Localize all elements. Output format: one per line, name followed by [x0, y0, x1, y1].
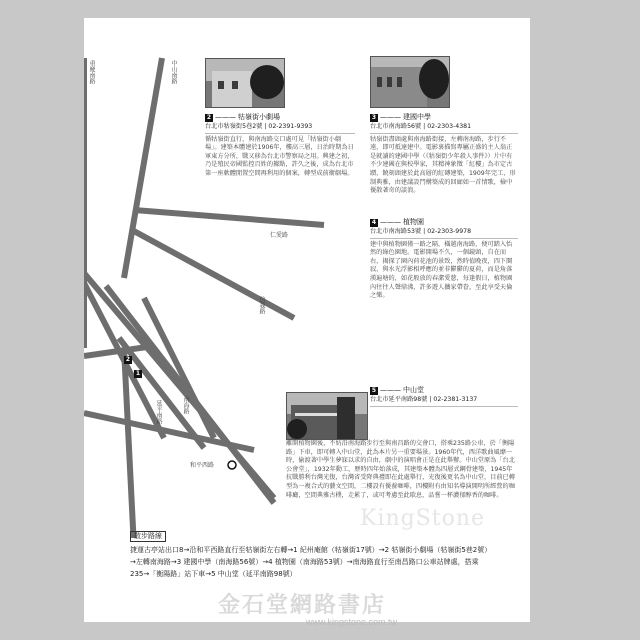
- watermark-brand-en: KingStone: [360, 506, 486, 531]
- road-label-heping: 和平西路: [190, 462, 215, 469]
- photo-guling-theater: [205, 58, 285, 108]
- entry-address: 台北市牯嶺街5巷2號 | 02-2391-9393: [205, 123, 355, 134]
- entry-5-description: [286, 440, 518, 500]
- entry-number: 2: [206, 113, 212, 121]
- walking-route: [130, 530, 492, 580]
- entry-4: 4 ——— 植物園 台北市南海路53號 | 02-2303-9978 建中與植物園僅一路之隔，橫越南海路，便可踏入怡然的綠色園地。電影開場不久，一個鏡頭，自在而右，揭探了園內荷花池的景致，然時值晚夜，四下闃寂，與水光浮影相呼應的並非鬱鬱的夏荷，而是角落漢遍塘的，如花般放的春潔愛慈，每逢假日，植物園內往往人聲鼎沸，許多遊人攜家帶眷，至此享受天倫之樂。: [370, 218, 518, 301]
- entry-title: 牯嶺街小劇場: [238, 113, 280, 121]
- route-title: 散步路線: [130, 531, 166, 542]
- entry-3: 3 ——— 建國中學 台北市南海路56號 | 02-2303-4381 牯嶺街盡頭處與南海路街接，左轉南海路，步行不遠，即可抵達建中。電影裏描寫專屬正盛的主人翁正是就讀的建國中學（《牯嶺街少年殺人事件》）片中有不少建國在與校學家，其精神象徵「紅樓」為市定古蹟，饒刻頭建於此高層的紅磚建築，1909年完工，形制典雅，由建議設門構築成的回廊如一首情歌，檢中優散著奇的談浪。: [370, 113, 518, 196]
- route-line: →左轉南海路→3 建國中學（南海路56號）→4 植物園（南海路53號）→南海路直行至南昌路口公車站牌處，搭乘: [130, 558, 479, 566]
- map-marker-1: 1: [135, 370, 141, 377]
- entry-address: 台北市南海路53號 | 02-2303-9978: [370, 228, 518, 239]
- watermark-url: www.kingstone.com.tw: [306, 617, 398, 627]
- road-renai: [134, 210, 324, 225]
- map-marker-2: 2: [125, 356, 131, 363]
- entry-title: 中山堂: [403, 386, 424, 394]
- road-label-xinyi: 信義路: [258, 296, 265, 314]
- station-marker: [228, 461, 236, 469]
- watermark-brand-zh: 金石堂網路書店: [218, 592, 387, 618]
- photo-zhongshan-hall: [286, 392, 368, 440]
- photo-jianguo-high: [370, 56, 450, 108]
- entry-number: 3: [371, 113, 377, 121]
- entry-number: 5: [371, 386, 377, 394]
- entry-5: 5 ——— 中山堂 台北市延平南路98號 | 02-2381-3137: [370, 386, 518, 409]
- route-line: 捷運古亭站出口8→沿和平西路直行至牯嶺街左右轉→1 紀州庵館（牯嶺街17號）→2 牯嶺街小劇場（牯嶺街5巷2號）: [130, 546, 492, 554]
- entry-description: 建中與植物園僅一路之隔，橫越南海路，便可踏入怡然的綠色園地。電影開場不久，一個鏡頭，自在而右，揭探了園內荷花池的景致，然時值晚夜，四下闃寂，與水光浮影相呼應的並非鬱鬱的夏荷，而是角落漢遍塘的，如花般放的春潔愛慈，每逢假日，植物園內往往人聲鼎沸，許多遊人攜家帶眷，至此享受天倫之樂。: [370, 240, 513, 300]
- entry-title: 建國中學: [403, 113, 431, 121]
- route-line: 235→「衡陽路」站下車→5 中山堂（延平南路98號）: [130, 570, 297, 578]
- road-label-yanping: 延平南路: [155, 400, 162, 424]
- entry-description: 牯嶺街盡頭處與南海路街接，左轉南海路，步行不遠，即可抵達建中。電影裏描寫專屬正盛的主人翁正是就讀的建國中學（《牯嶺街少年殺人事件》）片中有不少建國在與校學家，其精神象徵「紅樓」為市定古蹟，饒刻頭建於此高層的紅磚建築，1909年完工，形制典雅，由建議設門構築成的回廊如一首情歌，檢中優散著奇的談浪。: [370, 135, 516, 195]
- road-label-chongqing: 重慶南路: [88, 60, 95, 84]
- page-top-margin: [84, 0, 530, 18]
- road-label-renai: 仁愛路: [270, 232, 289, 239]
- entry-description: 循牯嶺街直行，與南海路交口處可見「牯嶺街小劇場」。建築本體建於1906年，樓高三層，日治時期為日軍東方分所，戰又移為台北市警察局之用。興建之初，乃是殖民帝國監控百姓的據點，許久之後，成為台北市第一座軟體閒置空間再利用的個案，轉型成前衛劇場。: [205, 135, 354, 177]
- entry-address: 台北市南海路56號 | 02-2303-4381: [370, 123, 518, 134]
- road-heping: [84, 413, 254, 450]
- road-label-nanhai: 南海路: [182, 396, 189, 414]
- entry-2: 2 ——— 牯嶺街小劇場 台北市牯嶺街5巷2號 | 02-2391-9393 循牯嶺街直行，與南海路交口處可見「牯嶺街小劇場」。建築本體建於1906年，樓高三層，日治時期為日軍東方分所，戰又移為台北市警察局之用。興建之初，乃是殖民帝國監控百姓的據點，許久之後，成為台北市第一座軟體閒置空間再利用的個案，轉型成前衛劇場。: [205, 113, 354, 177]
- entry-description: 離開植物園後，不妨沿南海路步行至與南昌路的交會口，搭乘235路公車，於「衡陽路」下車，即可轉入中山堂，此為本片另一重要場景。1960年代，西洋歌曲風靡一時，偷渡著中學生夢寐以求的自由，劇中的演唱會正是在此舉辦。中山堂原為「台北公會堂」，1932年動工，歷時四年始落成，其建築本體為四層式鋼骨建築，1945年抗戰勝利台灣光復，台灣省受降典禮即在此處舉行，光復後更名為中山堂，目前已轉型為一複合式的藝文空間，二樓設有優養咖啡，四樓附有由知名導演開明所經營的咖啡廳，空間典雅古樸，走累了，或可考慮至此歇息，品嘗一杯濃郁醇香的咖啡。: [286, 440, 515, 499]
- road-xinyi: [132, 230, 294, 318]
- road-label-zhongshan: 中山南路: [170, 60, 177, 84]
- entry-address: 台北市延平南路98號 | 02-2381-3137: [370, 396, 518, 407]
- entry-title: 植物園: [403, 218, 424, 226]
- entry-number: 4: [371, 218, 377, 226]
